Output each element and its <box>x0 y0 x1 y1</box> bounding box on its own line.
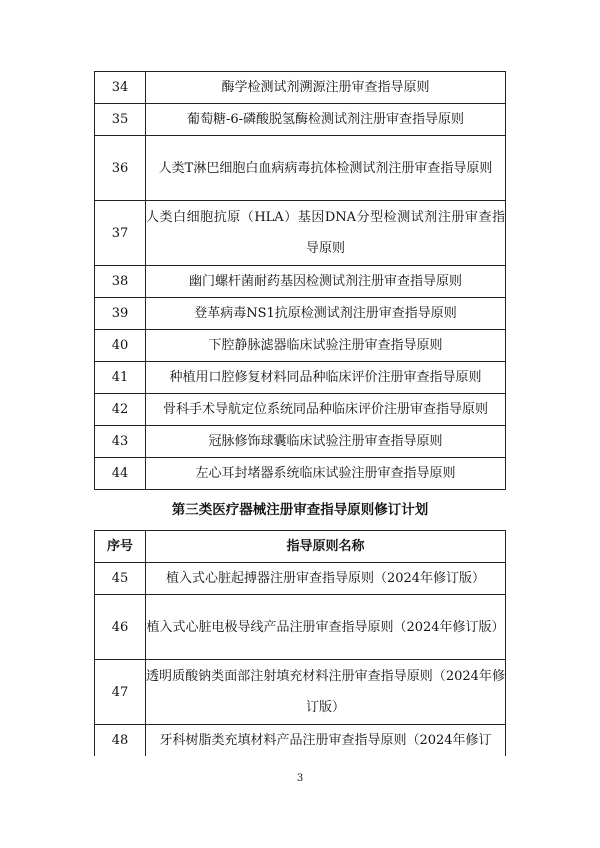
row-number: 46 <box>95 595 146 660</box>
table-row <box>95 201 506 266</box>
table-row <box>95 660 506 725</box>
table-row <box>95 330 506 362</box>
table-row <box>95 563 506 595</box>
guideline-name: 幽门螺杆菌耐药基因检测试剂注册审查指导原则 <box>146 266 506 298</box>
guideline-name: 冠脉修饰球囊临床试验注册审查指导原则 <box>146 426 506 458</box>
table-row <box>95 266 506 298</box>
guideline-name: 人类白细胞抗原（HLA）基因DNA分型检测试剂注册审查指导原则 <box>146 201 506 266</box>
guideline-name: 酶学检测试剂溯源注册审查指导原则 <box>146 72 506 104</box>
row-number: 37 <box>95 201 146 266</box>
row-number: 35 <box>95 104 146 136</box>
row-number: 40 <box>95 330 146 362</box>
guideline-name: 透明质酸钠类面部注射填充材料注册审查指导原则（2024年修订版） <box>146 660 506 725</box>
row-number: 38 <box>95 266 146 298</box>
guideline-name: 人类T淋巴细胞白血病病毒抗体检测试剂注册审查指导原则 <box>146 136 506 201</box>
guideline-name: 植入式心脏电极导线产品注册审查指导原则（2024年修订版） <box>146 595 506 660</box>
row-number: 34 <box>95 72 146 104</box>
section-title: 第三类医疗器械注册审查指导原则修订计划 <box>95 490 506 531</box>
table-row <box>95 136 506 201</box>
guideline-name: 下腔静脉滤器临床试验注册审查指导原则 <box>146 330 506 362</box>
table-row <box>95 104 506 136</box>
document-page <box>94 71 506 756</box>
row-number: 36 <box>95 136 146 201</box>
table-row <box>95 72 506 104</box>
guideline-name: 葡萄糖-6-磷酸脱氢酶检测试剂注册审查指导原则 <box>146 104 506 136</box>
table-row <box>95 362 506 394</box>
guideline-name: 植入式心脏起搏器注册审查指导原则（2024年修订版） <box>146 563 506 595</box>
column-header-number: 序号 <box>95 531 146 563</box>
row-number: 41 <box>95 362 146 394</box>
section-title-row <box>95 490 506 531</box>
guideline-name: 种植用口腔修复材料同品种临床评价注册审查指导原则 <box>146 362 506 394</box>
guideline-name: 登革病毒NS1抗原检测试剂注册审查指导原则 <box>146 298 506 330</box>
table-row <box>95 458 506 490</box>
row-number: 48 <box>95 725 146 757</box>
row-number: 43 <box>95 426 146 458</box>
table-row <box>95 426 506 458</box>
row-number: 42 <box>95 394 146 426</box>
row-number: 47 <box>95 660 146 725</box>
table-row <box>95 394 506 426</box>
guideline-name: 骨科手术导航定位系统同品种临床评价注册审查指导原则 <box>146 394 506 426</box>
guideline-table <box>94 71 506 756</box>
row-number: 44 <box>95 458 146 490</box>
table-header-row <box>95 531 506 563</box>
table-row <box>95 725 506 757</box>
column-header-name: 指导原则名称 <box>146 531 506 563</box>
guideline-name: 牙科树脂类充填材料产品注册审查指导原则（2024年修订 <box>146 725 506 757</box>
table-row <box>95 298 506 330</box>
row-number: 39 <box>95 298 146 330</box>
guideline-name: 左心耳封堵器系统临床试验注册审查指导原则 <box>146 458 506 490</box>
page-number: 3 <box>296 773 304 784</box>
table-row <box>95 595 506 660</box>
row-number: 45 <box>95 563 146 595</box>
